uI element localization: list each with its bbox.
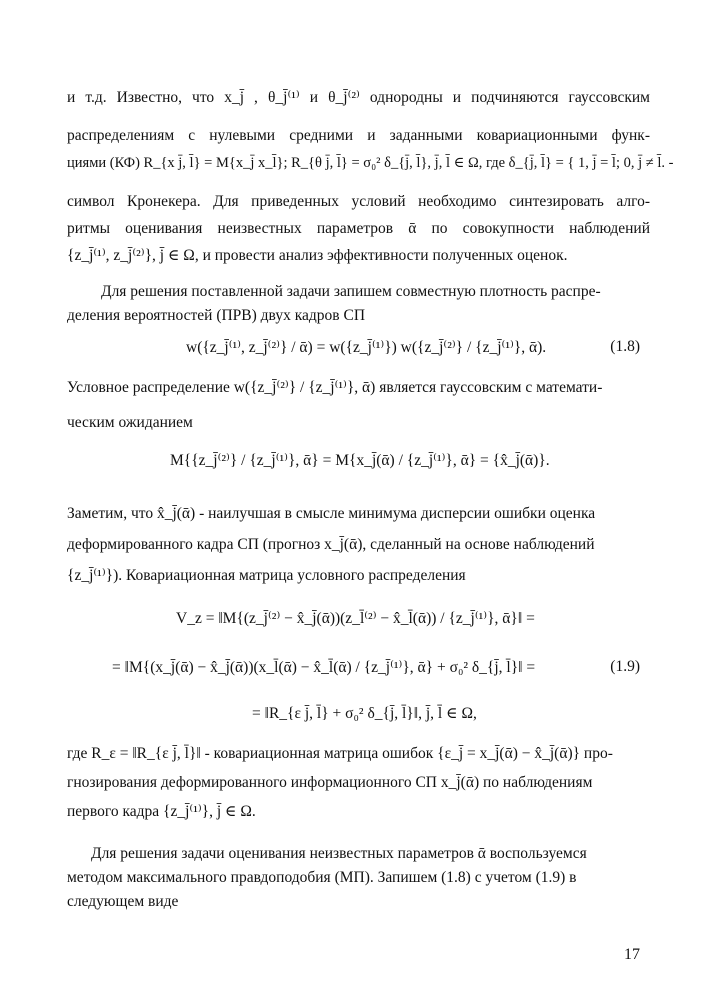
equation-number-1-8: (1.8) bbox=[610, 338, 640, 355]
text-line-16: первого кадра {z_j̄⁽¹⁾}, j̄ ∈ Ω. bbox=[67, 803, 256, 820]
equation-1-9-part-c: = ‖R_{ε j̄, l̄} + σ₀² δ_{j̄, l̄}‖, j̄, l̄ ∈ Ω, bbox=[252, 705, 477, 722]
equation-1-8: w({z_j̄⁽¹⁾, z_j̄⁽²⁾} / ᾱ) = w({z_j̄⁽¹⁾}) w({z_j̄⁽²⁾} / {z_j̄⁽¹⁾}, ᾱ). bbox=[186, 339, 547, 356]
paragraph-3-line-2: методом максимального правдоподобия (МП). Запишем (1.8) с учетом (1.9) в bbox=[67, 869, 577, 886]
text-line-11: Заметим, что x̂_j̄(ᾱ) - наилучшая в смысле минимума дисперсии ошибки оценка bbox=[67, 505, 596, 522]
equation-expectation: M{{z_j̄⁽²⁾} / {z_j̄⁽¹⁾}, ᾱ} = M{x_j̄(ᾱ) / {z_j̄⁽¹⁾}, ᾱ} = {x̂_j̄(ᾱ)}. bbox=[170, 452, 550, 469]
text-line-4: символ Кронекера. Для приведенных условий необходимо синтезировать алго- bbox=[67, 193, 650, 210]
text-line-12: деформированного кадра СП (прогноз x_j̄(ᾱ), сделанный на основе наблюдений bbox=[67, 536, 595, 553]
equation-number-1-9: (1.9) bbox=[610, 658, 640, 675]
text-line-14: где R_ε = ‖R_{ε j̄, l̄}‖ - ковариационная матрица ошибок {ε_j̄ = x_j̄(ᾱ) − x̂_j̄(ᾱ)} про- bbox=[67, 745, 613, 762]
text-line-13: {z_j̄⁽¹⁾}). Ковариационная матрица условного распределения bbox=[67, 567, 466, 584]
text-line-5: ритмы оценивания неизвестных параметров ᾱ по совокупности наблюдений bbox=[67, 220, 650, 237]
paragraph-2-line-1: Для решения поставленной задачи запишем совместную плотность распре- bbox=[101, 283, 601, 300]
text-line-10: ческим ожиданием bbox=[67, 414, 193, 431]
text-line-2: распределениям с нулевыми средними и заданными ковариационными функ- bbox=[67, 127, 650, 144]
page-number: 17 bbox=[624, 946, 640, 963]
text-line-1: и т.д. Известно, что x_j̄ , θ_j̄⁽¹⁾ и θ_j̄⁽²⁾ однородны и подчиняются гауссовским bbox=[67, 89, 650, 106]
equation-1-9-part-b: = ‖M{(x_j̄(ᾱ) − x̂_j̄(ᾱ))(x_l̄(ᾱ) − x̂_l̄(ᾱ) / {z_j̄⁽¹⁾}, ᾱ} + σ₀² δ_{j̄, l̄}‖ = bbox=[112, 659, 536, 676]
text-line-6: {z_j̄⁽¹⁾, z_j̄⁽²⁾}, j̄ ∈ Ω, и провести анализ эффективности полученных оценок. bbox=[67, 247, 568, 264]
text-line-9: Условное распределение w({z_j̄⁽²⁾} / {z_j̄⁽¹⁾}, ᾱ) является гауссовским с математи- bbox=[67, 379, 603, 396]
paragraph-2-line-2: деления вероятностей (ПРВ) двух кадров СП bbox=[67, 307, 366, 324]
equation-1-9-part-a: V_z = ‖M{(z_j̄⁽²⁾ − x̂_j̄(ᾱ))(z_l̄⁽²⁾ − x̂_l̄(ᾱ)) / {z_j̄⁽¹⁾}, ᾱ}‖ = bbox=[176, 610, 535, 627]
paragraph-3-line-3: следующем виде bbox=[67, 893, 179, 910]
text-line-3: циями (КФ) R_{x j̄, l̄} = M{x_j̄ x_l̄}; R_{θ j̄, l̄} = σ₀² δ_{j̄, l̄}, j̄, l̄ ∈ Ω, где δ_{j̄, l̄} = { 1, j̄ = l̄; 0, j̄ ≠ l̄. - bbox=[67, 155, 674, 171]
text-line-15: гнозирования деформированного информационного СП x_j̄(ᾱ) по наблюдениям bbox=[67, 774, 593, 791]
paragraph-3-line-1: Для решения задачи оценивания неизвестных параметров ᾱ воспользуемся bbox=[91, 845, 587, 862]
